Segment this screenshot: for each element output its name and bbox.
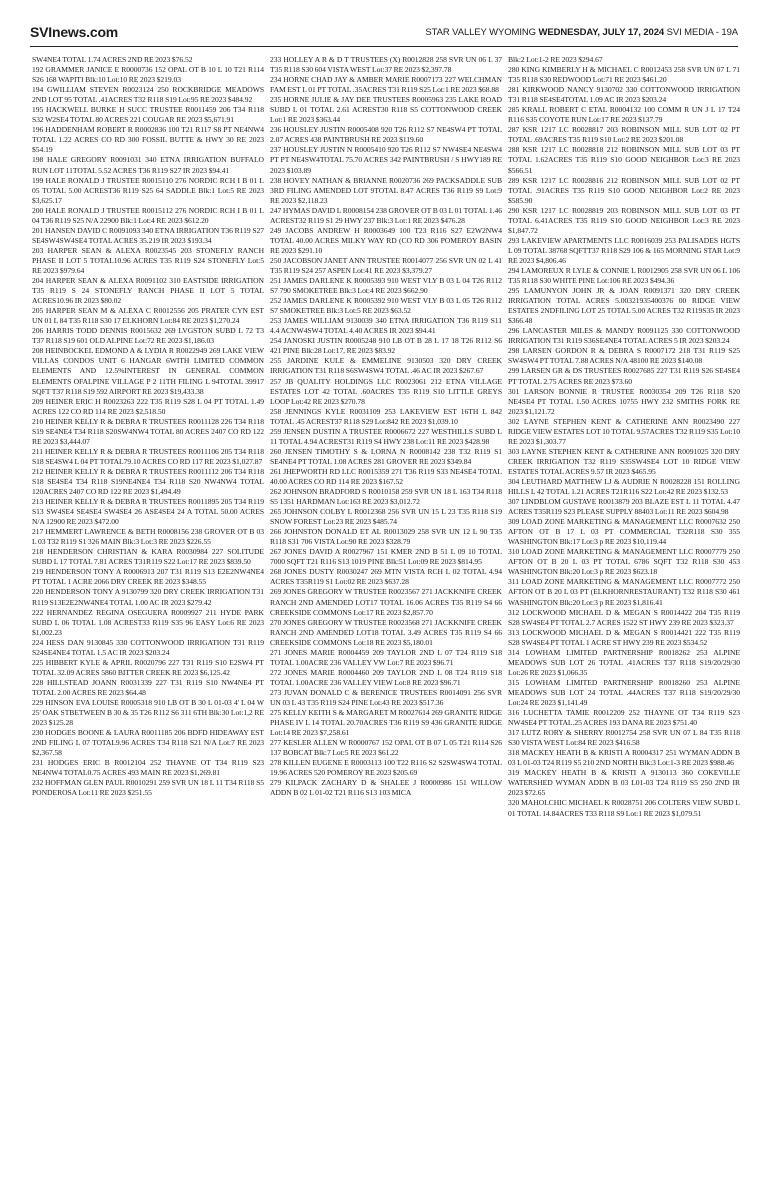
tax-listing-entry: 225 HIBBERT KYLE & APRIL R0020796 227 T31 R119 S10 E2SW4 PT TOTAL 32.09 ACRES 5860 BITTER CREEK RE 2023 $6,125.42 (32, 657, 264, 677)
tax-listing-entry: 235 HORNE JULIE & JAY DEE TRUSTEES R0005963 235 LAKE ROAD SUBD L 01 TOTAL 2.61 ACREST30 R118 S5 COTTONWOOD CREEK Lot:1 RE 2023 $363.44 (270, 95, 502, 125)
tax-listing-entry: 234 HORNE CHAD JAY & AMBER MARIE R0007173 227 WELCHMAN FAM EST L 01 PT TOTAL .35ACRES T31 R119 S25 Lot:1 RE 2023 $68.88 (270, 75, 502, 95)
tax-listing-entry: 259 JENSEN DUSTIN A TRUSTEE R0006672 227 WESTHILLS SUBD L 11 TOTAL 4.94 ACREST31 R119 S4 HWY 238 Lot:11 RE 2023 $428.98 (270, 426, 502, 446)
tax-listing-entry: 279 KILPACK ZACHARY D & SHALEE J R0000986 151 WILLOW ADDN B 02 L 01-02 T21 R116 S13 103 MICA (270, 778, 502, 798)
tax-listing-entry: 206 HARRIS TODD DENNIS R0015632 269 LVGSTON SUBD L 72 T3 T37 R118 S19 601 OLD ALPINE Lot:72 RE 2023 $1,186.03 (32, 326, 264, 346)
tax-listing-entry: 303 LAYNE STEPHEN KENT & CATHERINE ANN R0091025 320 DRY CREEK IRRIGATION T32 R119 S35SW4SE4 LOT 10 RIDGE VIEW ESTATES TOTAL ACRES 9.57 IR 2023 $465.95 (508, 446, 740, 476)
tax-listing-entry: 236 HOUSLEY JUSTIN R0005408 920 T26 R112 S7 NE4SW4 PT TOTAL 2.07 ACRES 438 PAINTBRUSH RE 2023 $119.60 (270, 125, 502, 145)
tax-listing-entry: 213 HEINER KELLY R & DEBRA R TRUSTEES R0011895 205 T34 R119 S13 SW4SE4 SE4SE4 SW4SE4 26 ASE4SE4 24 A TOTAL 50.00 ACRES N/A 12900 RE 2023 $472.00 (32, 497, 264, 527)
tax-listing-entry: 316 LUCHETTA TAMIE R0012209 252 THAYNE OT T34 R119 S23 NW4SE4 PT TOTAL.25 ACRES 193 DANA RE 2023 $751.40 (508, 708, 740, 728)
section-name: STAR VALLEY WYOMING (425, 27, 536, 38)
tax-listing-entry: 199 HALE RONALD J TRUSTEE R0015110 276 NORDIC RCH I B 01 L 05 TOTAL 5.00 ACREST36 R119 S25 64 SADDLE Blk:1 Lot:5 RE 2023 $3,625.17 (32, 175, 264, 205)
tax-listing-entry: 314 LOWHAM LIMITED PARTNERSHIP R0018262 253 ALPINE MEADOWS SUB LOT 26 TOTAL .41ACRES T37 R118 S19/20/29/30 Lot:26 RE 2023 $1,066.35 (508, 647, 740, 677)
tax-listing-entry: 318 MACKEY HEATH B & KRISTI A R0004317 251 WYMAN ADDN B 03 L 01-03 T24 R119 S5 210 2ND NORTH Blk:3 Lot:1-3 RE 2023 $988.46 (508, 748, 740, 768)
tax-listing-entry: 320 MAHOLCHIC MICHAEL K R0028751 206 COLTERS VIEW SUBD L 01 TOTAL 14.84ACRES T33 R118 S9 Lot:1 RE 2023 $1,079.51 (508, 798, 740, 818)
tax-listing-entry: 317 LUTZ RORY & SHERRY R0012754 258 SVR UN 07 L 84 T35 R118 S30 VISTA WEST Lot:84 RE 2023 $416.58 (508, 728, 740, 748)
tax-listing-entry: 261 JHEPWORTH RD LLC R0015359 271 T36 R119 S33 NE4SE4 TOTAL 40.00 ACRES CO RD 114 RE 2023 $167.52 (270, 466, 502, 486)
tax-listing-entry: 250 JACOBSON JANET ANN TRUSTEE R0014077 256 SVR UN 02 L 41 T35 R119 S24 257 ASPEN Lot:41 RE 2023 $3,379.27 (270, 255, 502, 275)
tax-listing-entry: 232 HOFFMAN GLEN PAUL R0010291 259 SVR UN 18 L 11 T34 R118 S5 PONDEROSA Lot:11 RE 2023 $251.55 (32, 778, 264, 798)
tax-listing-entry: 304 LEUTHARD MATTHEW LJ & AUDRIE N R0028228 151 ROLLING HILLS L 42 TOTAL 1.21 ACRES T21R116 S22 Lot:42 RE 2023 $132.53 (508, 476, 740, 497)
column-1 (32, 55, 264, 1180)
tax-listing-entry: 229 HINSON EVA LOUISE R0005318 910 LB OT B 30 L 01-03 4' L 04 W 25' OAK STBETWEEN B 30 & 35 T26 R112 S6 311 6TH Blk:30 Lot:1,2 RE 2023 $125.28 (32, 698, 264, 728)
tax-listing-entry: 319 MACKEY HEATH B & KRISTI A 9130113 360 COKEVILLE WATERSHED WYMAN ADDN B 03 L01-03 T24 R119 S5 250 2ND IR 2023 $72.65 (508, 768, 740, 798)
tax-listing-entry: 195 HACKWELL BURKE H SUCC TRUSTEE R0011459 206 T34 R118 S32 W2SE4 TOTAL 80 ACRES 221 COUGAR RE 2023 $5,671.91 (32, 105, 264, 125)
tax-listing-entry: 278 KILLEN EUGENE E R0003113 100 T22 R116 S2 S2SW4SW4 TOTAL 19.96 ACRES 520 POMEROY RE 2023 $205.69 (270, 758, 502, 778)
tax-listing-entry: 224 HESS DAN 9130845 330 COTTONWOOD IRRIGATION T31 R119 S24SE4NE4 TOTAL 1.5 AC IR 2023 $203.24 (32, 637, 264, 657)
tax-listing-entry: 267 JONES DAVID A R0027967 151 KMER 2ND B 51 L 09 10 TOTAL 7000 SQFT T21 R116 S13 1019 PINE Blk:51 Lot:09 RE 2023 $814.95 (270, 547, 502, 567)
tax-listing-entry: 287 KSR 1217 LC R0028817 203 ROBINSON MILL SUB LOT 02 PT TOTAL .69ACRES T35 R119 S10 Lot:2 RE 2023 $201.08 (508, 125, 740, 145)
tax-listing-entry: 273 JUVAN DONALD C & BERENICE TRUSTEES R0014091 256 SVR UN 03 L 43 T35 R119 S24 PINE Lot:43 RE 2023 $517.36 (270, 687, 502, 707)
tax-listing-entry: 260 JENSEN TIMOTHY S & LORNA N R0008142 238 T32 R119 S1 SE4NE4 PT TOTAL 1.08 ACRES 281 GROVER RE 2023 $349.84 (270, 446, 502, 466)
tax-listing-entry: 266 JOHNSTON DONALD ET AL R0013029 258 SVR UN 12 L 90 T35 R118 S31 706 VISTA Lot:90 RE 2023 $328.79 (270, 527, 502, 547)
tax-listing-entry: 196 HADDENHAM ROBERT R R0002836 100 T21 R117 S8 PT NE4NW4 TOTAL 1.22 ACRES CO RD 300 FOSSIL BUTTE & HWY 30 RE 2023 $54.19 (32, 125, 264, 155)
tax-listing-entry: 230 HODGES BOONE & LAURA R0011185 206 BDFD HIDEAWAY EST 2ND FILING L 07 TOTAL9.96 ACRES T34 R118 S21 N/A Lot:7 RE 2023 $2,367.58 (32, 728, 264, 758)
tax-listing-entry: 299 LARSEN GR & DS TRUSTEES R0027685 227 T31 R119 S26 SE4SE4 PT TOTAL 2.75 ACRES RE 2023 $73.60 (508, 366, 740, 386)
page-number: SVI MEDIA - 19A (666, 27, 738, 38)
tax-listing-entry: 288 KSR 1217 LC R0028818 212 ROBINSON MILL SUB LOT 03 PT TOTAL 1.62ACRES T35 R119 S10 GOOD NEIGHBOR Lot:3 RE 2023 $566.51 (508, 145, 740, 175)
tax-listing-entry: 198 HALE GREGORY R0091031 340 ETNA IRRIGATION BUFFALO RUN LOT 11TOTAL 5.52 ACRES T36 R119 S27 IR 2023 $94.41 (32, 155, 264, 175)
tax-listing-entry: 212 HEINER KELLY R & DEBRA R TRUSTEES R0011112 206 T34 R118 S18 SE4SE4 T34 R118 S19NE4NE4 T34 R118 S20 NW4NW4 TOTAL 120ACRES 2407 CO RD 122 RE 2023 $1,494.49 (32, 466, 264, 497)
tax-listing-entry: 290 KSR 1217 LC R0028819 203 ROBINSON MILL SUB LOT 03 PT TOTAL 6.41ACRES T35 R119 S10 GOOD NEIGHBOR Lot:3 RE 2023 $1,847.72 (508, 205, 740, 235)
tax-listing-entry: 271 JONES MARIE R0004459 209 TAYLOR 2ND L 07 T24 R119 S18 TOTAL 1.00ACRE 236 VALLEY VW Lot:7 RE 2023 $96.71 (270, 647, 502, 667)
tax-listing-entry: 294 LAMOREUX R LYLE & CONNIE L R0012905 258 SVR UN 06 L 106 T35 R118 S30 WHITE PINE Lot:106 RE 2023 $494.36 (508, 265, 740, 286)
tax-listing-entry: 313 LOCKWOOD MICHAEL D & MEGAN S R0014421 222 T35 R119 S28 SW4SE4 PT TOTAL 1 ACRE ST HWY 239 RE 2023 $534.52 (508, 627, 740, 647)
tax-listing-entry: 252 JAMES DARLENE K R0005392 910 WEST VLY B 03 L 05 T26 R112 S7 SMOKETREE Blk:3 Lot:5 RE 2023 $63.52 (270, 296, 502, 316)
tax-listing-entry: 201 HANSEN DAVID C R0091093 340 ETNA IRRIGATION T36 R119 S27 SE4SW4SW4SE4 TOTAL ACRES 35.219 IR 2023 $193.34 (32, 225, 264, 245)
tax-listing-entry: 219 HENDERSON TONY A R0006913 207 T31 R119 S13 E2E2NW4NE4 PT TOTAL 1 ACRE 2066 DRY CREEK RE 2023 $348.55 (32, 567, 264, 587)
tax-listing-entry: 272 JONES MARIE R0004460 209 TAYLOR 2ND L 08 T24 R119 S18 TOTAL 1.00ACRE 236 VALLEY VIEW Lot:8 RE 2023 $96.71 (270, 667, 502, 687)
tax-listing-entry: 315 LOWHAM LIMITED PARTNERSHIP R0018260 253 ALPINE MEADOWS SUB LOT 24 TOTAL .44ACRES T37 R118 S19/20/29/30 Lot:24 RE 2023 $1,141.49 (508, 677, 740, 707)
tax-listing-entry: 238 HOVEY NATHAN & BRIANNE R0020736 269 PACKSADDLE SUB 3RD FILING AMENDED LOT 9TOTAL 8.47 ACRES T36 R119 S9 Lot:9 RE 2023 $2,118.23 (270, 175, 502, 205)
tax-listing-entry: 280 KING KIMBERLY H & MICHAEL C R0012453 258 SVR UN 07 L 71 T35 R118 S30 REDWOOD Lot:71 RE 2023 $461.20 (508, 65, 740, 85)
tax-listing-entry: 268 JONES DUSTY R0030247 269 MTN VISTA RCH L 02 TOTAL 4.94 ACRES T35R119 S1 Lot:02 RE 2023 $637.28 (270, 567, 502, 587)
tax-listing-entry: 205 HARPER SEAN M & ALEXA C R0012556 205 PRATER CYN EST UN 01 L 84 T35 R118 S30 17 ELKHORN Lot:84 RE 2023 $1,270.24 (32, 306, 264, 326)
column-2 (270, 55, 502, 1180)
column-3 (508, 55, 740, 1180)
tax-listing-entry: 237 HOUSLEY JUSTIN N R0005410 920 T26 R112 S7 NW4SE4 NE4SW4 PT PT NE4SW4TOTAL 75.70 ACRES 342 PAINTBRUSH / S HWY189 RE 2023 $103.89 (270, 145, 502, 175)
tax-listing-entry: 220 HENDERSON TONY A 9130799 320 DRY CREEK IRRIGATION T31 R119 S13E2E2NW4NE4 TOTAL 1.00 AC IR 2023 $279.42 (32, 587, 264, 607)
tax-listing-entry: 200 HALE RONALD J TRUSTEE R0015112 276 NORDIC RCH I B 01 L 04 T36 R119 S25 N/A 22900 Blk:1 Lot:4 RE 2023 $612.20 (32, 205, 264, 225)
tax-listing-entry: 208 HEINBOCKEL EDMOND A & LYDIA R R0022949 269 LAKE VIEW VILLAS CONDOS UNIT 6 HANGAR 6WITH LIMITED COMMON ELEMENTS AND 12.5%INTEREST IN GENERAL COMMON ELEMENTS OFALPINE VILLAGE P 2 11TH FILING L 94TOTAL 39917 SQFT T37 R118 S19 592 AIRPORT RE 2023 $19,433.38 (32, 346, 264, 396)
page-folio (425, 27, 738, 38)
tax-listing-entry: 310 LOAD ZONE MARKETING & MANAGEMENT LLC R0007779 250 AFTON OT B 20 L 03 PT TOTAL 6786 SQFT T32 R118 S30 453 WASHINGTON Blk:20 Lot:3 p RE 2023 $623.18 (508, 547, 740, 577)
tax-listing-entry: 255 JARDINE KULE & EMMELINE 9130503 320 DRY CREEK IRRIGATION T31 R118 S6SW4SW4 TOTAL .46 AC IR 2023 $267.67 (270, 356, 502, 376)
page-header (30, 22, 738, 47)
tax-listing-entry: 203 HARPER SEAN & ALEXA R0023545 203 STONEFLY RANCH PHASE II LOT 5 TOTAL10.96 ACRES T35 R119 S24 STONEFLY Lot:5 RE 2023 $979.64 (32, 245, 264, 275)
tax-listing-entry: 249 JACOBS ANDREW H R0003649 100 T23 R116 S27 E2W2NW4 TOTAL 40.00 ACRES MILKY WAY RD (CO RD 306 POMEROY BASIN RE 2023 $291.10 (270, 225, 502, 255)
tax-listing-entry: 258 JENNINGS KYLE R0031109 253 LAKEVIEW EST 16TH L 842 TOTAL .45 ACREST37 R118 S29 Lot:842 RE 2023 $1,039.10 (270, 406, 502, 426)
tax-listing-entry: 285 KRALL ROBERT C ETAL R0004132 100 COMM R UN J L 17 T24 R116 S35 COYOTE RUN Lot:17 RE 2023 $137.79 (508, 105, 740, 125)
tax-listing-entry: 192 GRAMMER JANICE E R0000736 152 OPAL OT B 10 L 10 T21 R114 S26 168 WAPITI Blk:10 Lot:10 RE 2023 $219.03 (32, 65, 264, 85)
tax-listing-entry: 251 JAMES DARLENE K R0005393 910 WEST VLY B 03 L 04 T26 R112 S7 790 SMOKETREE Blk:3 Lot:4 RE 2023 $662.90 (270, 276, 502, 296)
tax-listing-entry: 247 HYMAS DAVID L R0008154 238 GROVER OT B 03 L 01 TOTAL 1.46 ACREST32 R119 S1 29 HWY 237 Blk:3 Lot:1 RE 2023 $476.28 (270, 205, 502, 225)
tax-listing-entry: 281 KIRKWOOD NANCY 9130702 330 COTTONWOOD IRRIGATION T31 R118 SE4SE4TOTAL 1.09 AC IR 2023 $203.24 (508, 85, 740, 105)
tax-listing-entry: 262 JOHNSON BRADFORD S R0010158 259 SVR UN 18 L 163 T34 R118 S5 1351 HARDMAN Lot:163 RE 2023 $3,012.72 (270, 487, 502, 507)
tax-listing-entry: 307 LINDBLOM GUSTAVE R0013879 203 BLAZE EST L 11 TOTAL 4.47 ACRES T35R119 S23 PLEASE SUPPLY 88403 Lot:11 RE 2023 $604.98 (508, 497, 740, 517)
tax-listing-entry: 295 LAMUNYON JOHN JR & JOAN R0091371 320 DRY CREEK IRRIGATION TOTAL ACRES 5.00321935400376 00 RIDGE VIEW ESTATES 2NDFILING LOT 25 TOTAL 5.00 ACRES T32 R119S35 IR 2023 $366.48 (508, 286, 740, 326)
tax-listing-entry: 311 LOAD ZONE MARKETING & MANAGEMENT LLC R0007772 250 AFTON OT B 20 L 03 PT (ELKHORNRESTAURANT) T32 R118 S30 461 WASHINGTON Blk:20 Lot:3 p RE 2023 $1,816.41 (508, 577, 740, 607)
tax-listing-entry: SW4NE4 TOTAL 1.74 ACRES 2ND RE 2023 $76.52 (32, 55, 193, 64)
tax-listing-entry: 277 KESLER ALLEN W R0000767 152 OPAL OT B 07 L 05 T21 R114 S26 137 BOBCAT Blk:7 Lot:5 RE 2023 $61.22 (270, 738, 502, 758)
tax-listing-entry: 233 HOLLEY A R & D T TRUSTEES (X) R0012828 258 SVR UN 06 L 37 T35 R118 S30 604 VISTA WEST Lot:37 RE 2023 $2,397.78 (270, 55, 502, 75)
tax-listing-entry: 265 JOHNSON COLBY L R0012368 256 SVR UN 15 L 23 T35 R118 S19 SNOW FOREST Lot:23 RE 2023 $485.74 (270, 507, 502, 527)
tax-listing-entry: 298 LARSEN GORDON R & DEBRA S R0007172 218 T31 R119 S25 SW4SW4 PT TOTAL 7.88 ACRES N/A 48100 RE 2023 $140.08 (508, 346, 740, 366)
tax-listing-entry: 302 LAYNE STEPHEN KENT & CATHERINE ANN R0023490 227 RIDGE VIEW ESTATES LOT 10 TOTAL 9.57ACRES T32 R119 S35 Lot:10 RE 2023 $1,303.77 (508, 416, 740, 446)
tax-listing-entry: 301 LARSON BONNIE R TRUSTEE R0030354 209 T26 R118 S20 NE4SE4 PT TOTAL 1.50 ACRES 10755 HWY 232 SMITHS FORK RE 2023 $1,121.72 (508, 386, 740, 416)
tax-listing-entry: 296 LANCASTER MILES & MANDY R0091125 330 COTTONWOOD IRRIGATION T31 R119 S36SE4NE4 TOTAL ACRES 5 IR 2023 $203.24 (508, 326, 740, 346)
tax-listing-entry: 270 JONES GREGORY W TRUSTEE R0023568 271 JACKKNIFE CREEK RANCH 2ND AMENDED LOT18 TOTAL 3.49 ACRES T35 R119 S4 66 CREEKSIDE COMMONS Lot:18 RE 2023 $5,180.01 (270, 617, 502, 647)
tax-listing-entry: 289 KSR 1217 LC R0028816 212 ROBINSON MILL SUB LOT 02 PT TOTAL .91ACRES T35 R119 S10 GOOD NEIGHBOR Lot:2 RE 2023 $585.90 (508, 175, 740, 205)
tax-listing-entry: 254 JANOSKI JUSTIN R0005248 910 LB OT B 28 L 17 18 T26 R112 S6 421 PINE Blk:28 Lot:17, RE 2023 $83.92 (270, 336, 502, 356)
tax-listing-entry: 253 JAMES WILLIAM 9130039 340 ETNA IRRIGATION T36 R119 S11 4.4 ACNW4SW4 TOTAL 4.40 ACRES IR 2023 $94.41 (270, 316, 502, 336)
site-name: SVInews.com (30, 24, 119, 40)
tax-listing-entry: 204 HARPER SEAN & ALEXA R0091102 310 EASTSIDE IRRIGATION T35 R119 S 24 STONEFLY RANCH PHASE II LOT 5 TOTAL ACRES10.96 IR 2023 $80.02 (32, 276, 264, 306)
legal-notice-columns (32, 55, 740, 1180)
tax-listing-entry: 210 HEINER KELLY R & DEBRA R TRUSTEES R0011128 226 T34 R118 S19 SE4NE4 T34 R118 S20SW4NW4 TOTAL 80 ACRES 2407 CO RD 122 RE 2023 $3,444.07 (32, 416, 264, 446)
tax-listing-entry: 222 HERNANDEZ REGINA OSEGUERA R0009927 211 HYDE PARK SUBD L 06 TOTAL 1.08 ACREST33 R119 S35 96 EASY Lot:6 RE 2023 $1,002.23 (32, 607, 264, 637)
tax-listing-entry: 231 HODGES ERIC B R0012104 252 THAYNE OT T34 R119 S23 NE4NW4 TOTAL0.75 ACRES 493 MAIN RE 2023 $1,269.81 (32, 758, 264, 778)
tax-listing-entry: 257 JB QUALITY HOLDINGS LLC R0023061 212 ETNA VILLAGE ESTATES LOT 42 TOTAL .60ACRES T35 R119 S10 LITTLE GREYS LOOP Lot:42 RE 2023 $270.78 (270, 376, 502, 406)
tax-listing-entry: 312 LOCKWOOD MICHAEL D & MEGAN S R0014422 204 T35 R119 S28 SW4SE4 PT TOTAL 2.7 ACRES 1522 ST HWY 239 RE 2023 $323.37 (508, 607, 740, 627)
tax-listing-entry: 269 JONES GREGORY W TRUSTEE R0023567 271 JACKKNIFE CREEK RANCH 2ND AMENDED LOT17 TOTAL 16.06 ACRES T35 R119 S4 66 CREEKSIDE COMMONS Lot:17 RE 2023 $2,857.70 (270, 587, 502, 617)
tax-listing-entry: 275 KELLY KEITH S & MARGARET M R0027614 269 GRANITE RIDGE PHASE IV L 14 TOTAL 20.70ACRES T36 R119 S9 436 GRANITE RIDGE Lot:14 RE 2023 $7,258.61 (270, 708, 502, 738)
tax-listing-entry: 211 HEINER KELLY R & DEBRA R TRUSTEES R0011106 205 T34 R118 S18 SE4SW4 L 04 PT TOTAL79.10 ACRES CO RD 117 RE 2023 $1,027.87 (32, 446, 264, 466)
tax-listing-entry: 309 LOAD ZONE MARKETING & MANAGEMENT LLC R0007632 250 AFTON OT B 17 L 03 PT COMMERCIAL T32R118 S30 355 WASHINGTON Blk:17 Lot:3 p RE 2023 $10,119.44 (508, 517, 740, 547)
tax-listing-entry: 209 HEINER ERIC H R0023263 222 T35 R119 S28 L 04 PT TOTAL 1.49 ACRES 122 CO RD 114 RE 2023 $2,518.50 (32, 396, 264, 416)
tax-listing-entry: Blk:2 Lot:1-2 RE 2023 $294.67 (508, 55, 603, 64)
tax-listing-entry: 218 HENDERSON CHRISTIAN & KARA R0030984 227 SOLITUDE SUBD L 17 TOTAL 7.81 ACRES T31R119 S22 Lot:17 RE 2023 $839.50 (32, 547, 264, 567)
tax-listing-entry: 228 HILLSTEAD JOANN R0031339 227 T31 R119 S10 NW4NE4 PT TOTAL 2.00 ACRES RE 2023 $64.48 (32, 677, 264, 697)
tax-listing-entry: 217 HEMMERT LAWRENCE & BETH R0008156 238 GROVER OT B 03 L 03 T32 R119 S1 326 MAIN Blk:3 Lot:3 RE 2023 $226.55 (32, 527, 264, 547)
tax-listing-entry: 194 GWILLIAM STEVEN R0023124 250 ROCKBRIDGE MEADOWS 2ND LOT 95 TOTAL .41ACRES T32 R118 S19 Lot:95 RE 2023 $484.92 (32, 85, 264, 105)
tax-listing-entry: 293 LAKEVIEW APARTMENTS LLC R0016039 253 PALISADES HGTS L 09 TOTAL 38768 SQFTT37 R118 S29 106 & 165 MORNING STAR Lot:9 RE 2023 $4,806.46 (508, 235, 740, 265)
issue-date: WEDNESDAY, JULY 17, 2024 (538, 27, 665, 38)
